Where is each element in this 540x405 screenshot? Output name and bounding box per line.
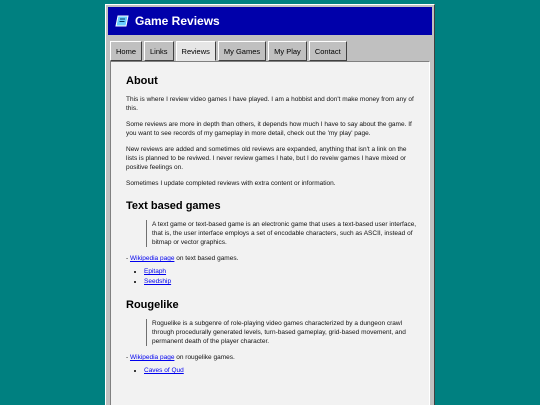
about-paragraph-2: Some reviews are more in depth than others, it depends how much I have to say about the game. If you want to see records of my gameplay in more detail, check out the 'my play' page. [126,121,412,137]
text-games-quote: A text game or text-based game is an electronic game that uses a text-based user interface, that is, the user interface employs a set of encodable characters, such as ASCII, instead of bitmap or vector graphics. [146,220,419,247]
tab-links[interactable]: Links [144,41,174,61]
tab-reviews[interactable]: Reviews [176,41,216,61]
site-title: Game Reviews [135,14,220,28]
site-header [108,7,432,35]
game-link-caves-of-qud[interactable]: Caves of Qud [144,367,184,374]
reference-suffix: on text based games. [174,255,239,262]
game-link-seedship[interactable]: Seedship [144,278,172,285]
main-content [110,61,430,405]
reference-suffix: on rougelike games. [174,354,235,361]
text-games-heading: Text based games [126,200,221,212]
roguelike-wikipedia-link[interactable]: Wikipedia page [129,354,175,361]
text-games-wikipedia-link[interactable]: Wikipedia page [129,255,175,262]
tab-my-games[interactable]: My Games [218,41,266,61]
browser-window [105,4,435,405]
reference-prefix: - [126,255,130,262]
roguelike-heading: Rougelike [126,299,179,311]
book-icon [115,14,129,28]
list-item [144,277,429,287]
tab-my-play[interactable]: My Play [268,41,307,61]
text-games-list [126,267,429,287]
nav-bar [108,35,432,61]
about-paragraph-1: This is where I review video games I have played. I am a hobbist and don't make money from any of this. [126,96,414,112]
game-link-epitaph[interactable]: Epitaph [144,268,167,275]
list-item [144,267,429,277]
tab-contact[interactable]: Contact [309,41,347,61]
reference-prefix: - [126,354,130,361]
tab-home[interactable]: Home [110,41,142,61]
roguelike-quote: Roguelike is a subgenre of role-playing video games characterized by a dungeon crawl through procedurally generated levels, turn-based gameplay, grid-based movement, and permanent death of the player character. [146,319,419,346]
about-paragraph-4: Sometimes I update completed reviews with extra content or information. [126,180,336,187]
roguelike-reference [126,354,429,361]
text-games-reference [126,255,429,262]
about-heading: About [126,75,158,87]
about-paragraph-3: New reviews are added and sometimes old reviews are expanded, anything that isn't a link on the lists is planned to be reviwed. I never review games I hate, but I do reveiw games I have mixed or positive feelings on. [126,146,407,171]
roguelike-list [126,366,429,376]
list-item [144,366,429,376]
